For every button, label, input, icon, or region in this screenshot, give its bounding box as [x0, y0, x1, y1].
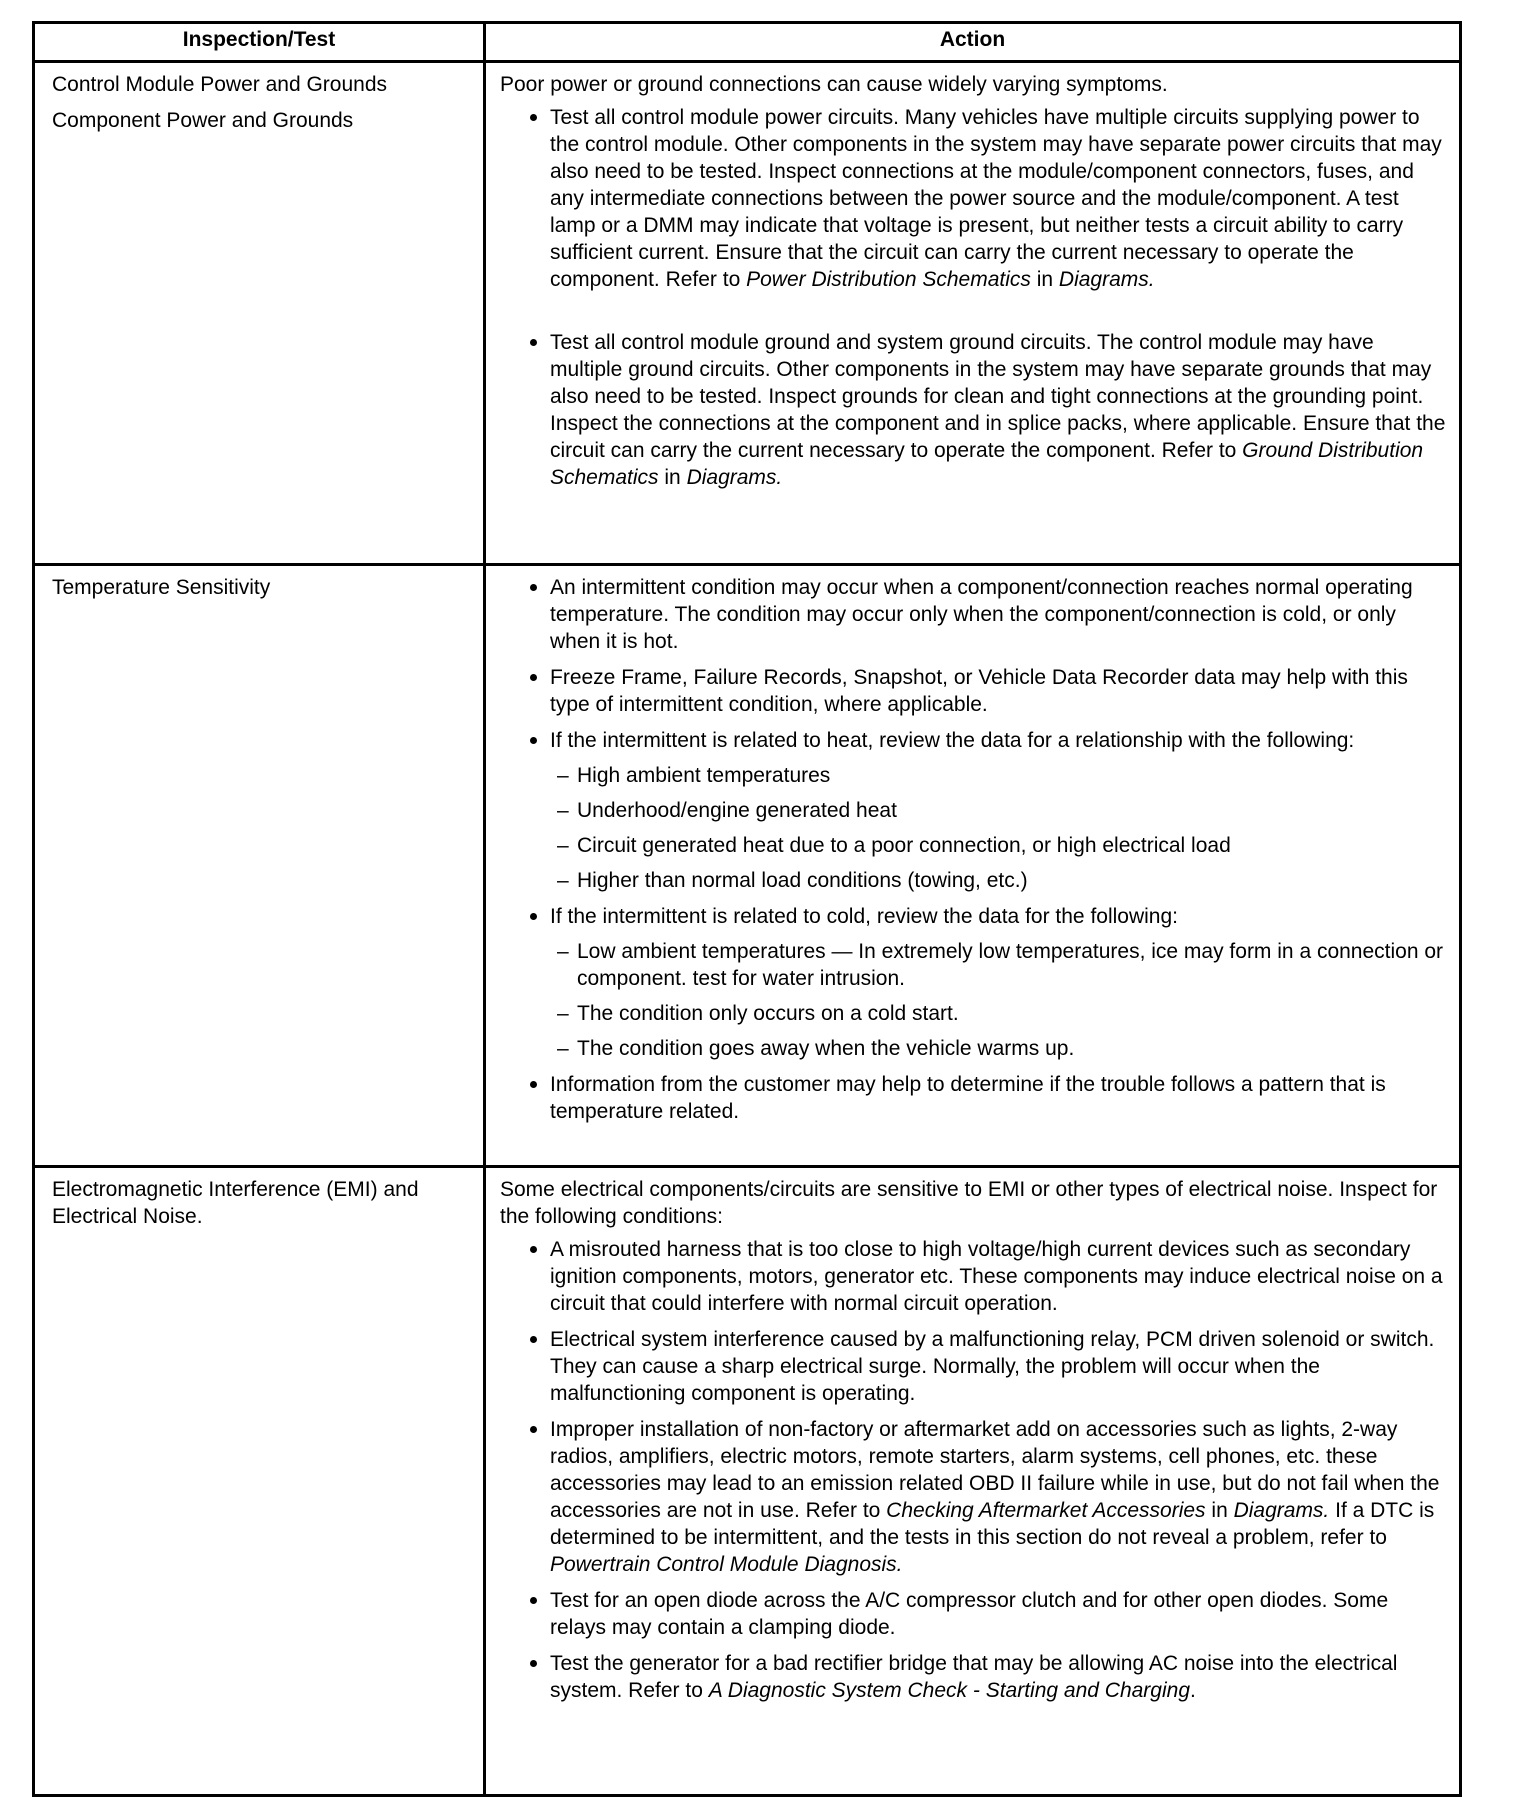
action-bullet	[500, 903, 1447, 1062]
action-intro: Some electrical components/circuits are sensitive to EMI or other types of electrical noise. Inspect for the following conditions:	[500, 1178, 1438, 1228]
bullet-text: Improper installation of non-factory or aftermarket add on accessories such as lights, 2-way radios, amplifiers, electric motors, remote starters, alarm systems, cell phones, etc. these accessories may lead to an emission related OBD II failure while in use, but do not fail when the accessories are not in use. Refer to	[550, 1418, 1440, 1522]
action-cell	[485, 62, 1461, 565]
reference-link: Diagrams.	[686, 466, 783, 489]
reference-link: Ground Distribution Schematics	[550, 439, 1424, 489]
sub-item-text: Low ambient temperatures — In extremely low temperatures, ice may form in a connection or component. test for water intrusion.	[577, 940, 1444, 990]
dash-icon: –	[557, 940, 569, 963]
bullet-text: Test for an open diode across the A/C compressor clutch and for other open diodes. Some relays may contain a clamping diode.	[550, 1589, 1389, 1639]
reference-link: Checking Aftermarket Accessories	[886, 1499, 1206, 1522]
bullet-text: Test all control module ground and system ground circuits. The control module may have multiple ground circuits. Other components in the system may have separate grounds that may also need to be tested. Inspect grounds for clean and tight connections at the grounding point. Inspect the connections at the component and in splice packs, where applicable. Ensure that the circuit can carry the current necessary to operate the component. Refer to	[550, 331, 1446, 462]
reference-link: Powertrain Control Module Diagnosis.	[550, 1553, 903, 1576]
sub-item	[550, 1035, 1447, 1062]
dash-icon: –	[557, 1002, 569, 1025]
bullet-icon	[530, 1336, 537, 1343]
bullet-icon	[530, 584, 537, 591]
bullet-text: If the intermittent is related to heat, review the data for a relationship with the following:	[550, 729, 1355, 752]
bullet-icon	[530, 737, 537, 744]
action-bullet	[500, 727, 1447, 894]
bullet-icon	[530, 339, 537, 346]
header-action: Action	[485, 23, 1461, 62]
bullet-text: Electrical system interference caused by a malfunctioning relay, PCM driven solenoid or switch. They can cause a sharp electrical surge. Normally, the problem will occur when the malfunctioning component is operating.	[550, 1328, 1435, 1405]
bullet-text: in	[1205, 1499, 1234, 1522]
sub-item	[550, 938, 1447, 992]
sub-item-list	[550, 938, 1447, 1062]
sub-item	[550, 867, 1447, 894]
sub-item-text: Circuit generated heat due to a poor connection, or high electrical load	[577, 834, 1231, 857]
table-row-temperature-sensitivity	[34, 565, 1461, 1167]
inspection-item: Temperature Sensitivity	[52, 576, 271, 599]
sub-item-text: Higher than normal load conditions (towing, etc.)	[577, 869, 1028, 892]
action-bullet	[500, 1650, 1447, 1704]
bullet-text: A misrouted harness that is too close to high voltage/high current devices such as secondary ignition components, motors, generator etc. These components may induce electrical noise on a circuit that could interfere with normal circuit operation.	[550, 1238, 1443, 1315]
sub-item-text: High ambient temperatures	[577, 764, 831, 787]
inspection-item: Electromagnetic Interference (EMI) and Electrical Noise.	[52, 1178, 419, 1228]
action-cell	[485, 565, 1461, 1167]
table-row-emi-noise	[34, 1167, 1461, 1796]
sub-item	[550, 832, 1447, 859]
inspection-action-table	[32, 21, 1462, 1797]
bullet-text: If the intermittent is related to cold, review the data for the following:	[550, 905, 1178, 928]
header-inspection-test: Inspection/Test	[34, 23, 485, 62]
action-bullet	[500, 1071, 1447, 1125]
action-bullet	[500, 574, 1447, 655]
action-bullet	[500, 104, 1447, 293]
table-row-power-grounds	[34, 62, 1461, 565]
bullet-text: If a DTC is determined to be intermittent, and the tests in this section do not reveal a problem, refer to	[550, 1499, 1435, 1549]
bullet-text: Test the generator for a bad rectifier bridge that may be allowing AC noise into the electrical system. Refer to	[550, 1652, 1398, 1702]
reference-link: A Diagnostic System Check - Starting and Charging	[708, 1679, 1190, 1702]
bullet-text: Information from the customer may help to determine if the trouble follows a pattern that is temperature related.	[550, 1073, 1386, 1123]
action-bullet	[500, 329, 1447, 491]
action-bullet	[500, 1326, 1447, 1407]
bullet-icon	[530, 674, 537, 681]
inspection-cell	[34, 1167, 485, 1796]
bullet-text: .	[1190, 1679, 1196, 1702]
bullet-icon	[530, 1597, 537, 1604]
bullet-text: Freeze Frame, Failure Records, Snapshot, or Vehicle Data Recorder data may help with this type of intermittent condition, where applicable.	[550, 666, 1408, 716]
bullet-text: Test all control module power circuits. Many vehicles have multiple circuits supplying power to the control module. Other components in the system may have separate power circuits that may also need to be tested. Inspect connections at the module/component connectors, fuses, and any intermediate connections between the power source and the module/component. A test lamp or a DMM may indicate that voltage is present, but neither tests a circuit ability to carry sufficient current. Ensure that the circuit can carry the current necessary to operate the component. Refer to	[550, 106, 1442, 291]
dash-icon: –	[557, 869, 569, 892]
inspection-item: Component Power and Grounds	[52, 109, 354, 132]
inspection-cell	[34, 62, 485, 565]
reference-link: Diagrams.	[1058, 268, 1155, 291]
reference-link: Diagrams.	[1233, 1499, 1330, 1522]
sub-item-text: The condition only occurs on a cold start.	[577, 1002, 959, 1025]
bullet-icon	[530, 1660, 537, 1667]
reference-link: Power Distribution Schematics	[746, 268, 1031, 291]
action-bullet	[500, 664, 1447, 718]
sub-item	[550, 797, 1447, 824]
sub-item	[550, 1000, 1447, 1027]
dash-icon: –	[557, 834, 569, 857]
action-bullet	[500, 1587, 1447, 1641]
action-intro: Poor power or ground connections can cause widely varying symptoms.	[500, 73, 1168, 96]
bullet-icon	[530, 1081, 537, 1088]
bullet-text: in	[1030, 268, 1059, 291]
inspection-item: Control Module Power and Grounds	[52, 73, 388, 96]
action-bullet	[500, 1236, 1447, 1317]
sub-item-list	[550, 762, 1447, 894]
bullet-text: in	[658, 466, 687, 489]
bullet-icon	[530, 114, 537, 121]
action-bullet-list	[500, 104, 1447, 491]
dash-icon: –	[557, 764, 569, 787]
action-bullet-list	[500, 574, 1447, 1125]
bullet-icon	[530, 1246, 537, 1253]
dash-icon: –	[557, 799, 569, 822]
action-bullet-list	[500, 1236, 1447, 1704]
sub-item-text: The condition goes away when the vehicle warms up.	[577, 1037, 1075, 1060]
table-header-row	[34, 23, 1461, 62]
bullet-text: An intermittent condition may occur when a component/connection reaches normal operating temperature. The condition may occur only when the component/connection is cold, or only when it is hot.	[550, 576, 1413, 653]
inspection-cell	[34, 565, 485, 1167]
bullet-icon	[530, 913, 537, 920]
sub-item-text: Underhood/engine generated heat	[577, 799, 897, 822]
bullet-icon	[530, 1426, 537, 1433]
action-cell	[485, 1167, 1461, 1796]
action-bullet	[500, 1416, 1447, 1578]
dash-icon: –	[557, 1037, 569, 1060]
sub-item	[550, 762, 1447, 789]
